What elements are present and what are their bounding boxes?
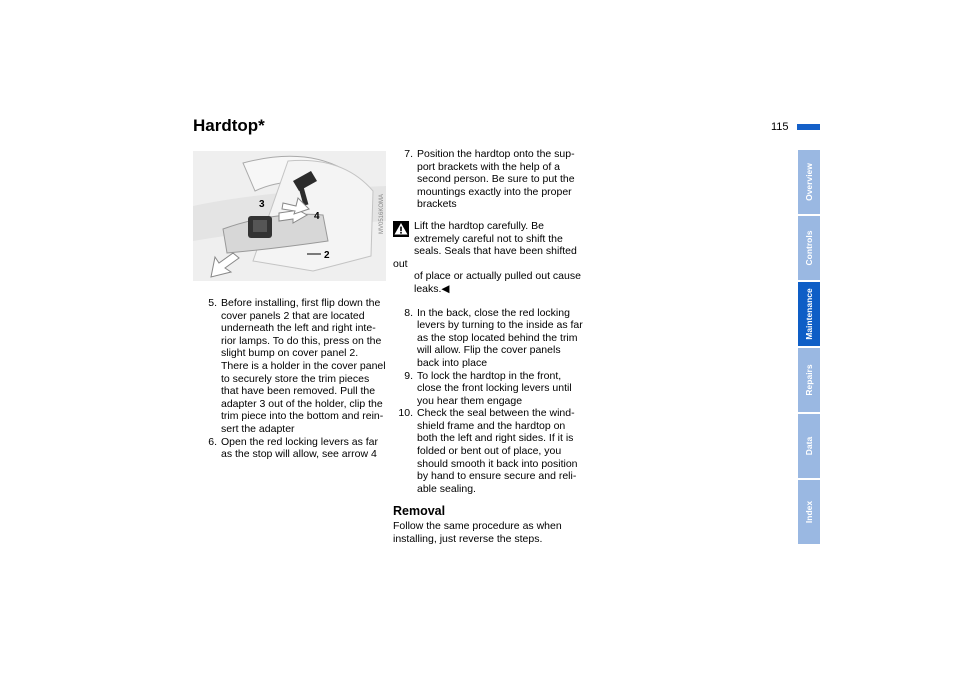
step-item (393, 307, 593, 370)
text-line: slight bump on cover panel 2. (221, 347, 359, 360)
text-line: second person. Be sure to put the (417, 173, 575, 186)
left-column (197, 297, 392, 461)
step-number: 9. (404, 369, 413, 382)
tab-maintenance[interactable] (798, 282, 820, 346)
text-line: There is a holder in the cover panel (221, 359, 386, 372)
tab-repairs[interactable] (798, 348, 820, 412)
tab-overview[interactable] (798, 150, 820, 214)
page-number: 115 (771, 121, 789, 133)
warning-text (393, 220, 593, 296)
text-line: extremely careful not to shift the (414, 232, 563, 245)
text-line: levers by turning to the inside as far (417, 319, 583, 332)
tab-controls[interactable] (798, 216, 820, 280)
tab-label: Controls (804, 230, 814, 266)
text-line: Follow the same procedure as when (393, 520, 562, 533)
text-line: able sealing. (417, 482, 476, 495)
callout-4: 4 (314, 211, 320, 222)
text-line: installing, just reverse the steps. (393, 532, 543, 545)
text-line: sert the adapter (221, 422, 295, 435)
text-line: back into place (417, 356, 488, 369)
text-line: To lock the hardtop in the front, (417, 369, 562, 382)
removal-text (393, 520, 593, 545)
text-line: port brackets with the help of a (417, 160, 560, 173)
hardtop-illustration (193, 151, 386, 281)
step-item (393, 148, 593, 211)
text-line: will allow. Flip the cover panels (417, 344, 561, 357)
step-item (393, 407, 593, 495)
step-number: 5. (208, 297, 217, 309)
illustration-drawing (193, 151, 386, 281)
callout-3: 3 (259, 199, 265, 210)
text-line: trim piece into the bottom and rein- (221, 410, 384, 423)
text-line: underneath the left and right inte- (221, 322, 376, 335)
step-text (417, 407, 593, 495)
text-line: Check the seal between the wind- (417, 407, 575, 420)
removal-heading: Removal (393, 504, 446, 519)
text-line: folded or bent out of place, you (417, 445, 562, 458)
tab-label: Repairs (804, 364, 814, 396)
warning-note (393, 220, 593, 296)
tab-label: Overview (804, 163, 814, 201)
text-line: cover panels 2 that are located (221, 309, 365, 322)
text-line: leaks.◀ (414, 282, 450, 295)
step-text (417, 307, 593, 370)
step-number: 8. (404, 306, 413, 319)
step-number: 7. (404, 148, 413, 160)
text-line: as the stop will allow, see arrow 4 (221, 448, 377, 461)
step-number: 6. (208, 435, 217, 448)
page-number-bar (797, 124, 820, 130)
text-line: Lift the hardtop carefully. Be (414, 219, 544, 232)
text-line: you hear them engage (417, 394, 523, 407)
step-number: 10. (398, 407, 413, 420)
page-title: Hardtop* (193, 116, 265, 135)
tab-label: Maintenance (804, 288, 814, 340)
text-line: Open the red locking levers as far (221, 435, 378, 448)
text-line: close the front locking levers until (417, 382, 572, 395)
text-line: Position the hardtop onto the sup- (417, 148, 575, 160)
text-line: to securely store the trim pieces (221, 372, 370, 385)
step-text (221, 297, 392, 436)
step-item (393, 370, 593, 408)
text-line: by hand to ensure secure and reli- (417, 470, 577, 483)
text-line: both the left and right sides. If it is (417, 432, 574, 445)
text-line: as the stop located behind the trim (417, 331, 578, 344)
tab-label: Index (804, 500, 814, 524)
figure-code: MV0516KOMA (379, 193, 385, 234)
warning-icon (393, 221, 409, 237)
right-steps-list-b (393, 307, 593, 496)
tab-data[interactable] (798, 414, 820, 478)
text-line: shield frame and the hardtop on (417, 419, 566, 432)
step-text (221, 436, 392, 461)
text-line: that have been removed. Pull the (221, 385, 376, 398)
text-line: mountings exactly into the proper (417, 185, 572, 198)
text-line: adapter 3 out of the holder, clip the (221, 397, 383, 410)
text-line: should smooth it back into position (417, 457, 578, 470)
left-steps-list (197, 297, 392, 461)
text-line: of place or actually pulled out cause (414, 270, 581, 283)
text-line: Before installing, first flip down the (221, 297, 381, 309)
step-text (417, 148, 593, 211)
tab-label: Data (804, 436, 814, 456)
step-item (197, 297, 392, 436)
callout-2: 2 (324, 250, 330, 261)
right-steps-list-a (393, 148, 593, 211)
text-line: rior lamps. To do this, press on the (221, 334, 382, 347)
text-line: brackets (417, 198, 457, 211)
text-line: In the back, close the red locking (417, 306, 570, 319)
step-text (417, 370, 593, 408)
text-line: seals. Seals that have been shifted out (393, 245, 577, 270)
tab-index[interactable] (798, 480, 820, 544)
step-item (197, 436, 392, 461)
right-column (393, 148, 593, 545)
